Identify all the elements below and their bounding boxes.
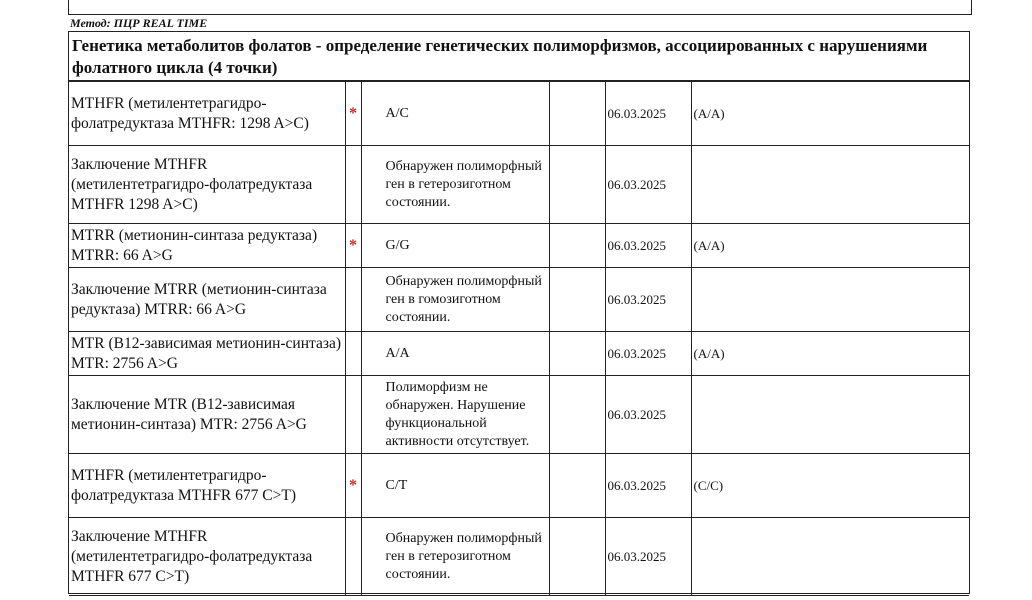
reference-value	[691, 146, 969, 224]
results-table	[69, 81, 969, 596]
table-row	[69, 224, 969, 268]
test-name: MTR (B12-зависимая метионин-синтаза) MTR: 2756 A>G	[69, 332, 345, 376]
abnormal-flag: *	[345, 454, 361, 518]
table-row	[69, 268, 969, 332]
table-row	[69, 332, 969, 376]
empty-cell	[549, 376, 605, 454]
result-value: A/C	[361, 82, 549, 146]
result-date: 06.03.2025	[605, 332, 691, 376]
test-name: Заключение MTHFR (метилентетрагидро-фолатредуктаза MTHFR 677 C>T)	[69, 518, 345, 596]
result-value: C/T	[361, 454, 549, 518]
abnormal-flag: *	[345, 224, 361, 268]
empty-cell	[549, 224, 605, 268]
test-name: MTHFR (метилентетрагидро-фолатредуктаза MTHFR: 1298 A>C)	[69, 82, 345, 146]
empty-cell	[549, 332, 605, 376]
table-row	[69, 82, 969, 146]
result-date: 06.03.2025	[605, 82, 691, 146]
empty-cell	[549, 454, 605, 518]
result-value: Обнаружен полиморфный ген в гетерозиготном состоянии.	[361, 146, 549, 224]
result-date: 06.03.2025	[605, 224, 691, 268]
test-name: Заключение MTHFR (метилентетрагидро-фолатредуктаза MTHFR 1298 A>C)	[69, 146, 345, 224]
result-date: 06.03.2025	[605, 268, 691, 332]
section-title: Генетика метаболитов фолатов - определение генетических полиморфизмов, ассоциированных с нарушениями фолатного цикла (4 точки)	[69, 32, 969, 81]
test-name: Заключение MTRR (метионин-синтаза редуктаза) MTRR: 66 A>G	[69, 268, 345, 332]
table-row	[69, 454, 969, 518]
test-name: Заключение MTR (B12-зависимая метионин-синтаза) MTR: 2756 A>G	[69, 376, 345, 454]
result-date: 06.03.2025	[605, 376, 691, 454]
reference-value: (A/A)	[691, 82, 969, 146]
result-value: Обнаружен полиморфный ген в гетерозиготном состоянии.	[361, 518, 549, 596]
result-value: G/G	[361, 224, 549, 268]
empty-cell	[549, 146, 605, 224]
abnormal-flag	[345, 518, 361, 596]
previous-section-box	[68, 0, 972, 15]
table-row	[69, 146, 969, 224]
reference-value	[691, 518, 969, 596]
reference-value: (A/A)	[691, 224, 969, 268]
abnormal-flag	[345, 376, 361, 454]
reference-value: (C/C)	[691, 454, 969, 518]
abnormal-flag: *	[345, 82, 361, 146]
result-date: 06.03.2025	[605, 454, 691, 518]
empty-cell	[549, 518, 605, 596]
table-row	[69, 518, 969, 596]
reference-value: (A/A)	[691, 332, 969, 376]
test-name: MTHFR (метилентетрагидро-фолатредуктаза MTHFR 677 C>T)	[69, 454, 345, 518]
result-value: Полиморфизм не обнаружен. Нарушение функциональной активности отсутствует.	[361, 376, 549, 454]
result-value: Обнаружен полиморфный ген в гомозиготном состоянии.	[361, 268, 549, 332]
method-label: Метод: ПЦР REAL TIME	[70, 16, 208, 30]
empty-cell	[549, 82, 605, 146]
results-section	[68, 31, 970, 594]
result-date: 06.03.2025	[605, 518, 691, 596]
result-date: 06.03.2025	[605, 146, 691, 224]
reference-value	[691, 376, 969, 454]
empty-cell	[549, 268, 605, 332]
abnormal-flag	[345, 268, 361, 332]
test-name: MTRR (метионин-синтаза редуктаза) MTRR: 66 A>G	[69, 224, 345, 268]
abnormal-flag	[345, 146, 361, 224]
result-value: A/A	[361, 332, 549, 376]
abnormal-flag	[345, 332, 361, 376]
table-row	[69, 376, 969, 454]
reference-value	[691, 268, 969, 332]
